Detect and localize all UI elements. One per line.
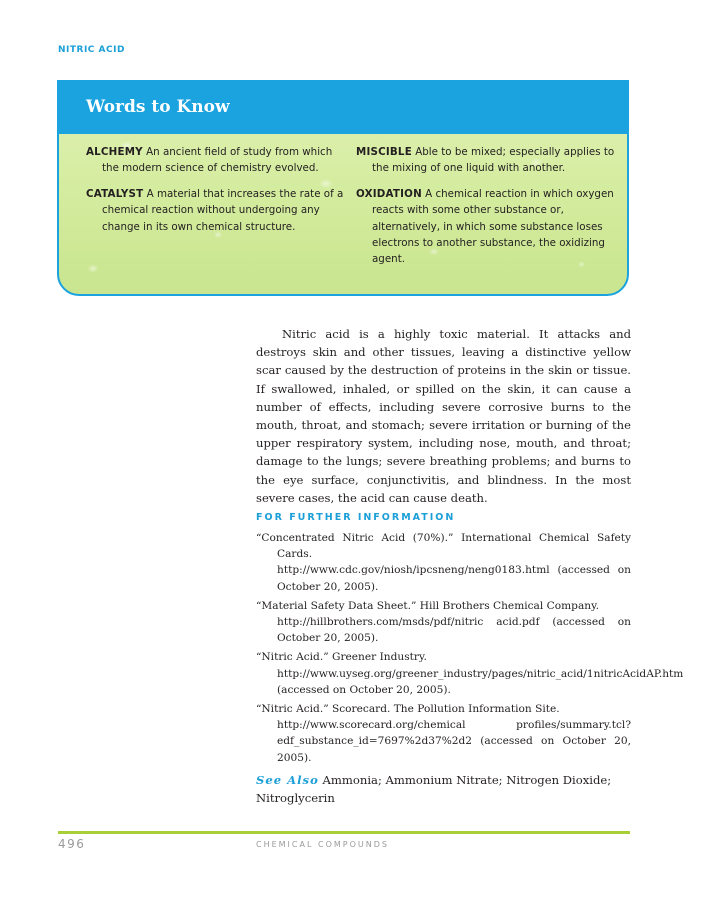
reference-url[interactable]: http://www.scorecard.org/chemical profiles/summary.tcl?edf_substance_id=7697%2d37%2d2 (accessed on October 20, 2005). bbox=[277, 719, 631, 764]
reference-item bbox=[256, 530, 631, 595]
footer-book-title: CHEMICAL COMPOUNDS bbox=[256, 840, 389, 849]
page-number: 496 bbox=[58, 837, 86, 851]
term-word: OXIDATION bbox=[356, 187, 422, 200]
term-definition: An ancient field of study from which the modern science of chemistry evolved. bbox=[102, 146, 333, 175]
term-definition: A chemical reaction in which oxygen reacts with some other substance or, alternatively, in which some substance loses electrons to another substance, the oxidizing agent. bbox=[372, 187, 614, 266]
term-definition: Able to be mixed; especially applies to the mixing of one liquid with another. bbox=[372, 146, 615, 175]
glossary-term-miscible bbox=[356, 144, 616, 177]
reference-citation: “Nitric Acid.” Scorecard. The Pollution Information Site. bbox=[256, 703, 560, 716]
reference-url[interactable]: http://hillbrothers.com/msds/pdf/nitric acid.pdf (accessed on October 20, 2005). bbox=[277, 616, 631, 645]
glossary-left-column bbox=[86, 144, 348, 244]
glossary-term-catalyst bbox=[86, 186, 348, 235]
reference-citation: “Nitric Acid.” Greener Industry. bbox=[256, 651, 427, 664]
see-also-label: See Also bbox=[256, 773, 319, 787]
reference-item bbox=[256, 701, 631, 766]
reference-item bbox=[256, 649, 684, 698]
reference-url[interactable]: http://www.uyseg.org/greener_industry/pages/nitric_acid/1nitricAcidAP.htm (accessed on October 20, 2005). bbox=[277, 667, 684, 696]
term-word: CATALYST bbox=[86, 187, 144, 200]
words-to-know-box bbox=[57, 80, 629, 296]
running-head: NITRIC ACID bbox=[58, 45, 125, 55]
term-word: MISCIBLE bbox=[356, 146, 412, 158]
reference-citation: “Material Safety Data Sheet.” Hill Brothers Chemical Company. bbox=[256, 599, 600, 612]
term-definition: A material that increases the rate of a chemical reaction without undergoing any change in its own chemical structure. bbox=[102, 187, 344, 233]
reference-item bbox=[256, 598, 631, 647]
reference-citation: “Concentrated Nitric Acid (70%).” International Chemical Safety Cards. bbox=[256, 532, 631, 561]
words-to-know-title: Words to Know bbox=[59, 80, 627, 134]
body-paragraph: Nitric acid is a highly toxic material. It attacks and destroys skin and other tissues, leaving a distinctive yellow scar caused by the destruction of proteins in the skin or tissue. If swallowed, inhaled, or spilled on the skin, it can cause a number of effects, including severe corrosive burns to the mouth, throat, and stomach; severe irritation or burning of the upper respiratory system, including nose, mouth, and throat; damage to the lungs; severe breathing problems; and burns to the eye surface, conjunctivitis, and blindness. In the most severe cases, the acid can cause death. bbox=[256, 327, 631, 505]
glossary-right-column bbox=[356, 144, 616, 277]
term-word: ALCHEMY bbox=[86, 146, 143, 158]
see-also bbox=[256, 771, 631, 807]
further-information-heading: FOR FURTHER INFORMATION bbox=[256, 512, 456, 523]
reference-url[interactable]: http://www.cdc.gov/niosh/ipcsneng/neng0183.html (accessed on October 20, 2005). bbox=[277, 564, 631, 593]
glossary-term-oxidation bbox=[356, 186, 616, 268]
reference-list bbox=[256, 530, 684, 769]
footer-rule bbox=[58, 831, 630, 834]
glossary-term-alchemy bbox=[86, 144, 348, 177]
see-also-links[interactable]: Ammonia; Ammonium Nitrate; Nitrogen Dioxide; Nitroglycerin bbox=[256, 773, 612, 806]
